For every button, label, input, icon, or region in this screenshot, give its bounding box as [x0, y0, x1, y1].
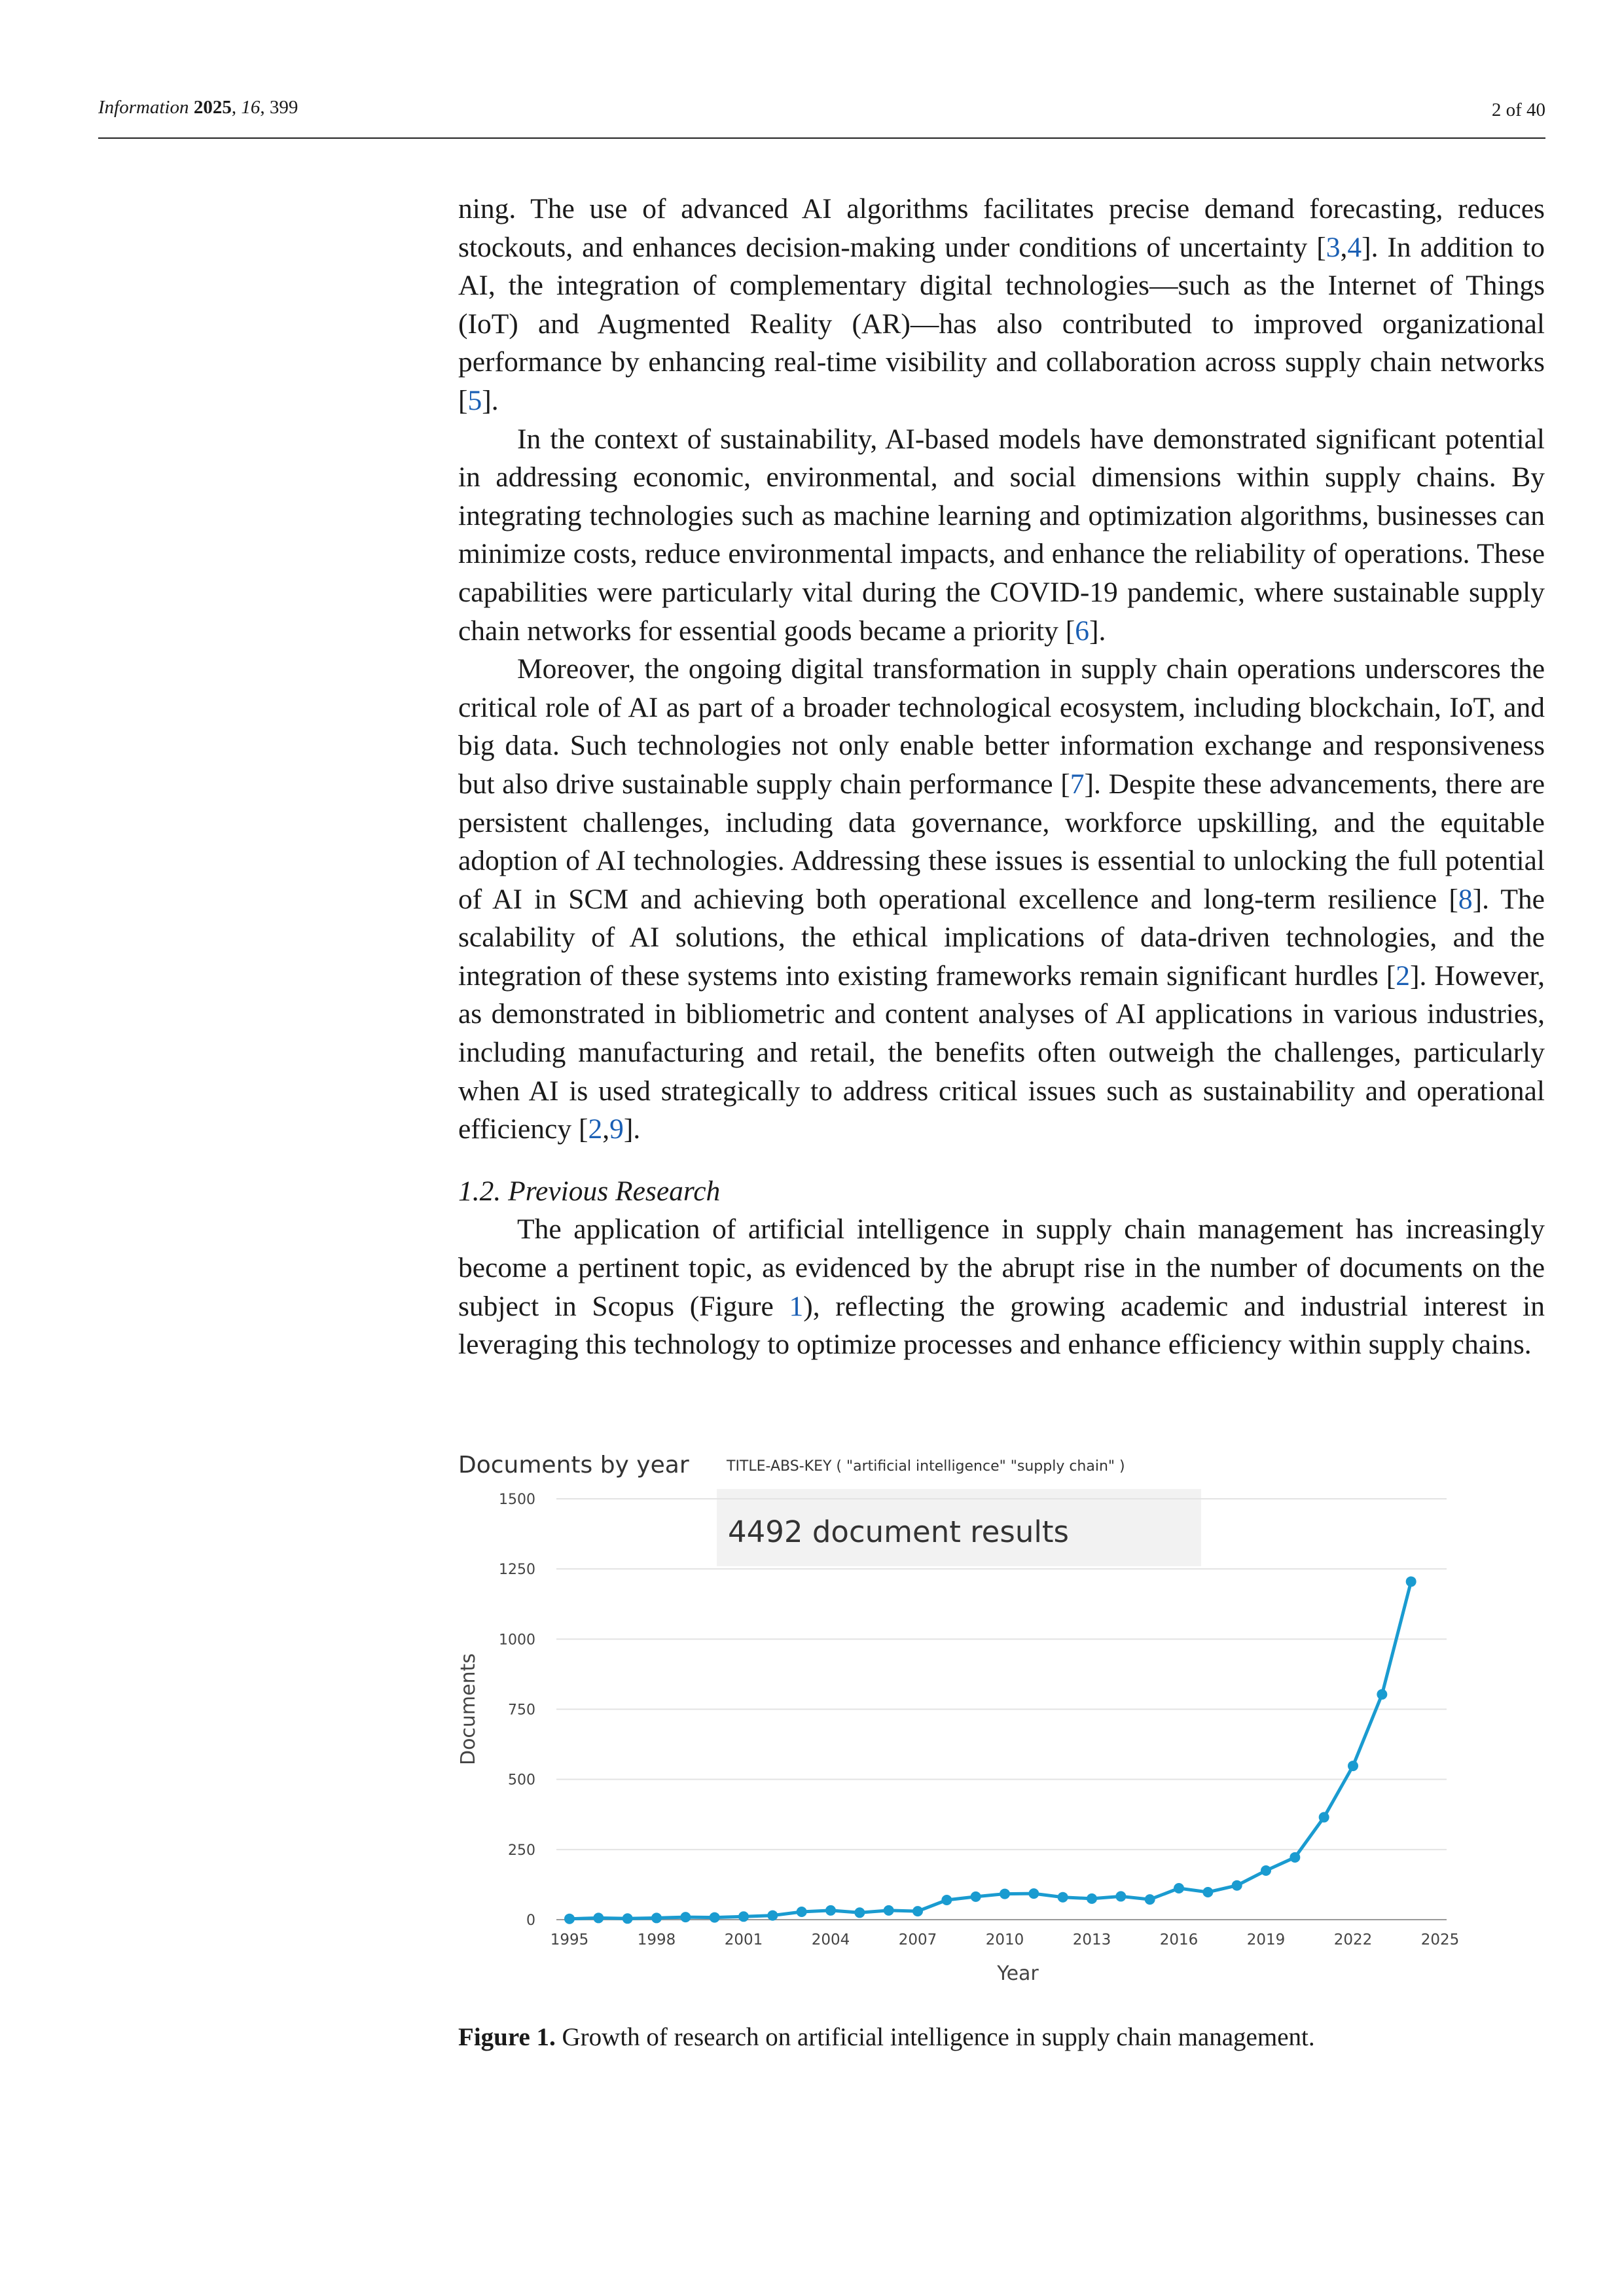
x-tick-label: 2025 — [1420, 1931, 1460, 1948]
body-text — [458, 190, 1545, 1364]
data-point — [623, 1913, 633, 1924]
text-run: ), reflecting the growing academic and industrial interest in leveraging this technology to optimize processes and enhance efficiency within supply chains. — [458, 1290, 1545, 1361]
y-tick-label: 1500 — [499, 1492, 535, 1508]
x-tick-label: 2013 — [1072, 1931, 1111, 1948]
x-tick-labels — [550, 1931, 1460, 1948]
text-run: ]. In addition to AI, the integration of complementary digital technologies—such as the Internet of Things (IoT) and Augmented Reality (AR)—has also contributed to improved organizational performance by enhancing real-time visibility and collaboration across supply chain networks [ — [458, 231, 1545, 416]
text-run: Moreover, the ongoing digital transformation in supply chain operations underscores the critical role of AI as part of a broader technological ecosystem, including blockchain, IoT, and big data. Such technologies not only enable better information exchange and responsiveness but also drive sustainable supply chain performance [ — [458, 653, 1545, 800]
data-point — [651, 1912, 662, 1923]
journal-name: Information — [98, 97, 189, 118]
y-axis-label: Documents — [458, 1653, 480, 1766]
data-point — [941, 1895, 952, 1905]
paragraph-group — [458, 190, 1545, 1149]
x-tick-label: 2010 — [985, 1931, 1024, 1948]
page-number: 2 of 40 — [1491, 99, 1545, 120]
data-point — [1115, 1891, 1126, 1901]
citation-link[interactable]: 4 — [1347, 231, 1362, 263]
data-point — [884, 1905, 894, 1916]
x-tick-label: 2004 — [811, 1931, 850, 1948]
article-number: , 399 — [260, 97, 298, 118]
citation-link[interactable]: 6 — [1075, 615, 1089, 647]
paragraph-3 — [458, 650, 1545, 1149]
x-tick-label: 1998 — [637, 1931, 676, 1948]
citation-link[interactable]: 7 — [1070, 768, 1085, 800]
y-tick-labels — [499, 1492, 535, 1929]
subsection-title: 1.2. Previous Research — [458, 1175, 721, 1207]
data-point — [797, 1907, 807, 1917]
y-tick-label: 1250 — [499, 1562, 535, 1579]
journal-volume: 16 — [241, 97, 261, 118]
citation-link[interactable]: 2 — [588, 1113, 603, 1145]
figure-caption — [458, 2022, 1545, 2052]
documents-by-year-chart — [458, 1443, 1532, 2013]
data-point — [680, 1912, 691, 1922]
data-point — [1319, 1812, 1329, 1823]
x-axis-label: Year — [997, 1962, 1039, 1985]
citation-link[interactable]: 2 — [1396, 960, 1411, 992]
x-tick-label: 2022 — [1333, 1931, 1373, 1948]
paragraph-2 — [458, 420, 1545, 651]
text-run: ]. — [1089, 615, 1106, 647]
data-point — [912, 1906, 923, 1916]
data-point — [738, 1911, 749, 1922]
data-point — [710, 1912, 720, 1923]
y-tick-label: 750 — [508, 1702, 535, 1719]
chart-query: TITLE-ABS-KEY ( "artificial intelligence" "supply chain" ) — [727, 1458, 1125, 1475]
text-run: ]. Despite these advancements, there are persistent challenges, including data governance, workforce upskilling, and the equitable adoption of AI technologies. Addressing these issues is essential to unlocking the full potential of AI in SCM and achieving both operational excellence and long-term resilience [ — [458, 768, 1545, 915]
data-point — [1290, 1852, 1300, 1863]
y-tick-label: 1000 — [499, 1632, 535, 1649]
data-point — [1261, 1865, 1271, 1876]
data-point — [1406, 1576, 1416, 1587]
citation-link[interactable]: 8 — [1458, 883, 1473, 915]
data-point — [1000, 1889, 1010, 1899]
text-run: ]. — [623, 1113, 641, 1145]
data-point — [1145, 1894, 1155, 1905]
text-run: ]. — [482, 384, 499, 416]
caption-label: Figure 1. — [458, 2023, 556, 2051]
data-point — [971, 1892, 981, 1902]
paragraph-group-after — [458, 1210, 1545, 1363]
data-point — [767, 1910, 778, 1921]
data-point — [1087, 1893, 1097, 1904]
citation-link[interactable]: 1 — [789, 1290, 804, 1322]
chart-heading: Documents by year — [458, 1452, 689, 1479]
paragraph-previous-research — [458, 1210, 1545, 1363]
citation-link[interactable]: 9 — [609, 1113, 624, 1145]
data-point — [1174, 1883, 1184, 1893]
figure-1 — [458, 1443, 1532, 2013]
citation-link[interactable]: 5 — [467, 384, 482, 416]
data-point — [1202, 1887, 1213, 1897]
text-run: In the context of sustainability, AI-based models have demonstrated significant potential in addressing economic, environmental, and social dimensions within supply chains. By integrating technologies such as machine learning and optimization algorithms, businesses can minimize costs, reduce environmental impacts, and enhance the reliability of operations. These capabilities were particularly vital during the COVID-19 pandemic, where sustainable supply chain networks for essential goods became a priority [ — [458, 423, 1545, 647]
journal-year: 2025 — [193, 97, 232, 118]
x-tick-label: 2019 — [1246, 1931, 1286, 1948]
text-run: ]. However, as demonstrated in bibliometric and content analyses of AI applications in various industries, including manufacturing and retail, the benefits often outweigh the challenges, particularly when AI is used strategically to address critical issues such as sustainability and operational efficiency [ — [458, 960, 1545, 1145]
text-run: , — [1340, 231, 1348, 263]
result-box-text: 4492 document results — [728, 1515, 1069, 1549]
data-point — [1348, 1761, 1358, 1771]
data-point — [593, 1912, 604, 1923]
data-point — [1377, 1689, 1387, 1700]
y-tick-label: 250 — [508, 1842, 535, 1859]
data-point — [825, 1905, 836, 1916]
citation-link[interactable]: 3 — [1326, 231, 1341, 263]
data-points — [564, 1576, 1416, 1924]
series-line — [569, 1581, 1411, 1918]
data-point — [1232, 1880, 1242, 1891]
data-point — [1028, 1888, 1039, 1899]
data-point — [564, 1914, 575, 1924]
x-tick-label: 2007 — [898, 1931, 937, 1948]
x-tick-label: 2016 — [1159, 1931, 1199, 1948]
y-tick-label: 500 — [508, 1772, 535, 1789]
text-run: , — [602, 1113, 610, 1145]
x-tick-label: 2001 — [724, 1931, 763, 1948]
x-tick-label: 1995 — [550, 1931, 589, 1948]
text-run: ]. The scalability of AI solutions, the ethical implications of data-driven technologies, and the integration of these systems into existing frameworks remain significant hurdles [ — [458, 883, 1545, 992]
data-point — [1058, 1892, 1068, 1903]
journal-citation: Information 2025, 16, 399 — [98, 97, 298, 118]
text-run: The application of artificial intelligence in supply chain management has increasingly become a pertinent topic, as evidenced by the abrupt rise in the number of documents on the subject in Scopus (Figure — [458, 1213, 1545, 1322]
paragraph-1 — [458, 190, 1545, 420]
y-tick-label: 0 — [526, 1912, 535, 1929]
caption-text: Growth of research on artificial intelligence in supply chain management. — [555, 2023, 1315, 2051]
page-header — [98, 97, 1545, 139]
text-run: ning. The use of advanced AI algorithms facilitates precise demand forecasting, reduces stockouts, and enhances decision-making under conditions of uncertainty [ — [458, 193, 1545, 263]
data-point — [854, 1907, 865, 1918]
